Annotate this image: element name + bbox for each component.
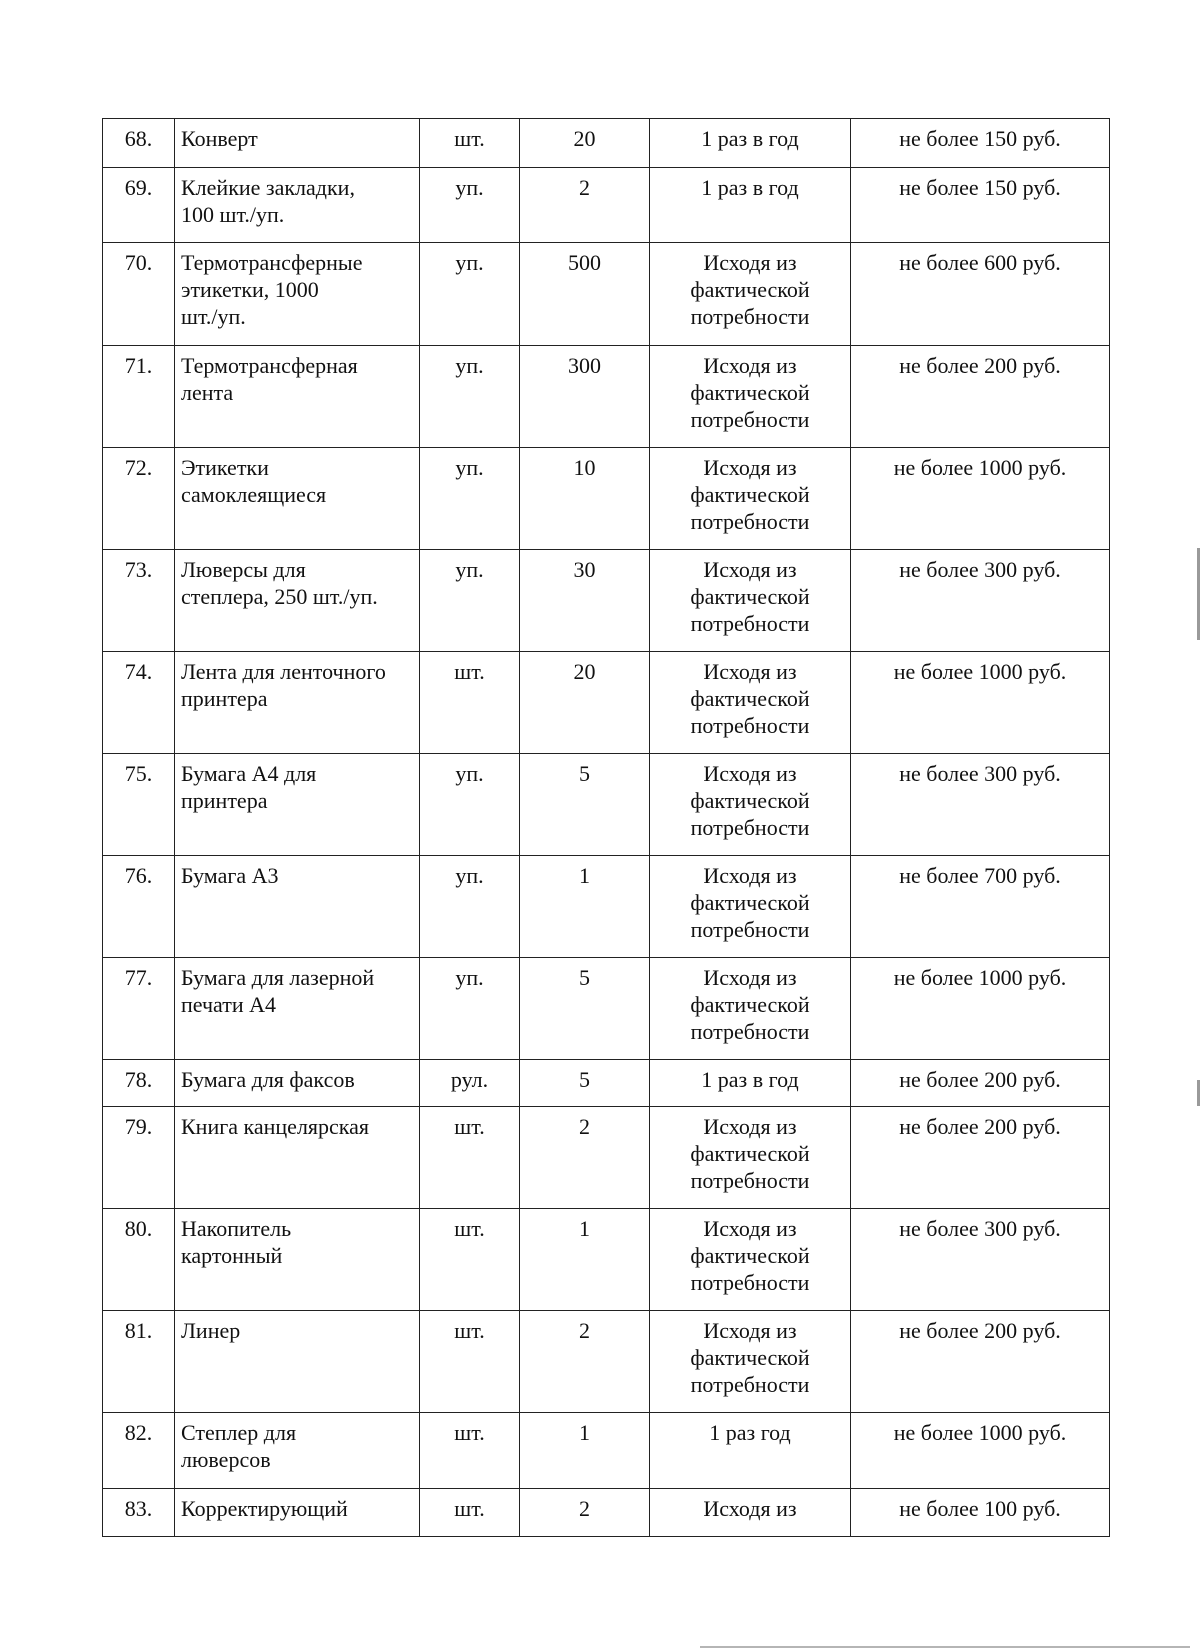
row-number-cell	[103, 754, 175, 856]
unit-text: уп.	[455, 761, 484, 786]
table-row	[103, 1060, 1110, 1107]
unit-text: уп.	[455, 353, 484, 378]
price-limit-cell	[851, 652, 1110, 754]
table-row	[103, 1489, 1110, 1537]
unit-cell	[420, 243, 520, 346]
unit-cell	[420, 856, 520, 958]
unit-cell	[420, 119, 520, 168]
unit-cell	[420, 346, 520, 448]
price-limit-cell	[851, 1107, 1110, 1209]
quantity-text: 2	[579, 1318, 590, 1343]
price-limit-cell	[851, 958, 1110, 1060]
unit-text: шт.	[454, 1318, 485, 1343]
unit-text: шт.	[454, 1216, 485, 1241]
unit-text: уп.	[455, 965, 484, 990]
row-number-text: 77.	[124, 965, 153, 990]
quantity-text: 1	[579, 1216, 590, 1241]
price-limit-text: не более 150 руб.	[899, 175, 1061, 200]
quantity-cell	[520, 652, 650, 754]
quantity-text: 2	[579, 175, 590, 200]
price-limit-text: не более 300 руб.	[899, 557, 1061, 582]
item-name-cell	[175, 550, 420, 652]
frequency-text: Исходя из фактической потребности	[690, 659, 810, 738]
frequency-cell	[650, 550, 851, 652]
quantity-cell	[520, 550, 650, 652]
row-number-cell	[103, 1209, 175, 1311]
frequency-cell	[650, 652, 851, 754]
scan-artifact	[700, 1646, 1190, 1648]
item-name-text: Бумага А3	[181, 863, 279, 888]
price-limit-text: не более 1000 руб.	[893, 1420, 1067, 1445]
row-number-cell	[103, 550, 175, 652]
quantity-cell	[520, 243, 650, 346]
item-name-text: Этикетки самоклеящиеся	[181, 455, 327, 507]
frequency-text: 1 раз в год	[701, 175, 799, 200]
item-name-cell	[175, 754, 420, 856]
price-limit-text: не более 1000 руб.	[893, 455, 1067, 480]
row-number-text: 76.	[124, 863, 153, 888]
unit-cell	[420, 168, 520, 243]
item-name-cell	[175, 168, 420, 243]
table-row	[103, 856, 1110, 958]
item-name-cell	[175, 243, 420, 346]
quantity-cell	[520, 1413, 650, 1489]
row-number-text: 71.	[124, 353, 153, 378]
unit-cell	[420, 1060, 520, 1107]
frequency-cell	[650, 448, 851, 550]
quantity-text: 500	[568, 250, 601, 275]
row-number-cell	[103, 168, 175, 243]
quantity-cell	[520, 119, 650, 168]
price-limit-text: не более 700 руб.	[899, 863, 1061, 888]
frequency-cell	[650, 1107, 851, 1209]
unit-text: уп.	[455, 455, 484, 480]
quantity-text: 20	[573, 659, 596, 684]
unit-cell	[420, 754, 520, 856]
price-limit-text: не более 100 руб.	[899, 1496, 1061, 1521]
table-row	[103, 119, 1110, 168]
frequency-cell	[650, 119, 851, 168]
table-row	[103, 550, 1110, 652]
unit-text: уп.	[455, 175, 484, 200]
frequency-cell	[650, 1413, 851, 1489]
frequency-cell	[650, 346, 851, 448]
quantity-text: 1	[579, 1420, 590, 1445]
row-number-cell	[103, 448, 175, 550]
table-row	[103, 1413, 1110, 1489]
quantity-text: 300	[568, 353, 601, 378]
quantity-text: 30	[573, 557, 596, 582]
frequency-text: Исходя из фактической потребности	[690, 353, 810, 432]
quantity-text: 2	[579, 1114, 590, 1139]
row-number-text: 80.	[124, 1216, 153, 1241]
price-limit-cell	[851, 346, 1110, 448]
table-row	[103, 652, 1110, 754]
item-name-cell	[175, 1107, 420, 1209]
table-row	[103, 958, 1110, 1060]
price-limit-cell	[851, 754, 1110, 856]
item-name-text: Бумага для факсов	[181, 1067, 355, 1092]
row-number-text: 78.	[124, 1067, 153, 1092]
price-limit-cell	[851, 1209, 1110, 1311]
quantity-text: 2	[579, 1496, 590, 1521]
frequency-cell	[650, 168, 851, 243]
unit-text: шт.	[454, 1420, 485, 1445]
table-row	[103, 1311, 1110, 1413]
item-name-text: Книга канцелярская	[181, 1114, 370, 1139]
frequency-text: Исходя из фактической потребности	[690, 761, 810, 840]
quantity-text: 5	[579, 965, 590, 990]
quantity-text: 1	[579, 863, 590, 888]
quantity-text: 5	[579, 761, 590, 786]
frequency-cell	[650, 1311, 851, 1413]
price-limit-cell	[851, 448, 1110, 550]
unit-cell	[420, 1209, 520, 1311]
frequency-cell	[650, 958, 851, 1060]
price-limit-text: не более 1000 руб.	[893, 659, 1067, 684]
quantity-cell	[520, 1209, 650, 1311]
quantity-cell	[520, 346, 650, 448]
unit-cell	[420, 1489, 520, 1537]
row-number-cell	[103, 1311, 175, 1413]
item-name-cell	[175, 119, 420, 168]
row-number-text: 75.	[124, 761, 153, 786]
unit-cell	[420, 958, 520, 1060]
item-name-cell	[175, 856, 420, 958]
frequency-text: Исходя из фактической потребности	[690, 250, 810, 329]
frequency-text: Исходя из фактической потребности	[690, 1318, 810, 1397]
quantity-cell	[520, 1107, 650, 1209]
price-limit-cell	[851, 1060, 1110, 1107]
item-name-text: Клейкие закладки, 100 шт./уп.	[181, 175, 355, 227]
row-number-cell	[103, 243, 175, 346]
item-name-text: Термотрансферная лента	[181, 353, 358, 405]
quantity-text: 10	[573, 455, 596, 480]
supplies-table-body	[103, 119, 1110, 1537]
row-number-cell	[103, 1489, 175, 1537]
row-number-cell	[103, 119, 175, 168]
quantity-cell	[520, 754, 650, 856]
price-limit-text: не более 1000 руб.	[893, 965, 1067, 990]
price-limit-cell	[851, 1489, 1110, 1537]
quantity-cell	[520, 1489, 650, 1537]
row-number-cell	[103, 1413, 175, 1489]
frequency-cell	[650, 1060, 851, 1107]
quantity-cell	[520, 856, 650, 958]
unit-text: уп.	[455, 557, 484, 582]
row-number-text: 81.	[124, 1318, 153, 1343]
item-name-cell	[175, 448, 420, 550]
unit-text: шт.	[454, 1496, 485, 1521]
price-limit-text: не более 300 руб.	[899, 1216, 1061, 1241]
item-name-text: Бумага А4 для принтера	[181, 761, 317, 813]
item-name-text: Лента для ленточного принтера	[181, 659, 386, 711]
item-name-cell	[175, 346, 420, 448]
item-name-cell	[175, 1311, 420, 1413]
item-name-text: Люверсы для степлера, 250 шт./уп.	[181, 557, 378, 609]
item-name-cell	[175, 1060, 420, 1107]
quantity-text: 20	[573, 126, 596, 151]
quantity-cell	[520, 958, 650, 1060]
item-name-text: Линер	[181, 1318, 241, 1343]
frequency-text: Исходя из фактической потребности	[690, 1114, 810, 1193]
row-number-text: 68.	[124, 126, 153, 151]
frequency-text: 1 раз в год	[701, 126, 799, 151]
frequency-text: Исходя из фактической потребности	[690, 1216, 810, 1295]
unit-text: рул.	[450, 1067, 489, 1092]
row-number-text: 72.	[124, 455, 153, 480]
item-name-text: Конверт	[181, 126, 258, 151]
table-row	[103, 754, 1110, 856]
table-row	[103, 1107, 1110, 1209]
table-row	[103, 1209, 1110, 1311]
frequency-text: Исходя из фактической потребности	[690, 965, 810, 1044]
price-limit-text: не более 150 руб.	[899, 126, 1061, 151]
row-number-cell	[103, 856, 175, 958]
unit-cell	[420, 652, 520, 754]
quantity-text: 5	[579, 1067, 590, 1092]
table-row	[103, 346, 1110, 448]
frequency-cell	[650, 754, 851, 856]
price-limit-cell	[851, 1413, 1110, 1489]
unit-cell	[420, 1311, 520, 1413]
frequency-text: 1 раз год	[709, 1420, 791, 1445]
unit-cell	[420, 1413, 520, 1489]
item-name-text: Накопитель картонный	[181, 1216, 292, 1268]
row-number-text: 70.	[124, 250, 153, 275]
frequency-text: Исходя из фактической потребности	[690, 455, 810, 534]
unit-cell	[420, 448, 520, 550]
item-name-text: Степлер для люверсов	[181, 1420, 297, 1472]
price-limit-cell	[851, 1311, 1110, 1413]
item-name-cell	[175, 1413, 420, 1489]
price-limit-cell	[851, 168, 1110, 243]
quantity-cell	[520, 1311, 650, 1413]
price-limit-cell	[851, 550, 1110, 652]
item-name-text: Термотрансферные этикетки, 1000 шт./уп.	[181, 250, 363, 329]
supplies-table	[102, 118, 1110, 1537]
row-number-text: 73.	[124, 557, 153, 582]
price-limit-cell	[851, 119, 1110, 168]
price-limit-text: не более 600 руб.	[899, 250, 1061, 275]
unit-cell	[420, 550, 520, 652]
row-number-cell	[103, 958, 175, 1060]
frequency-cell	[650, 1209, 851, 1311]
price-limit-text: не более 300 руб.	[899, 761, 1061, 786]
price-limit-text: не более 200 руб.	[899, 1114, 1061, 1139]
price-limit-cell	[851, 243, 1110, 346]
frequency-cell	[650, 1489, 851, 1537]
row-number-text: 69.	[124, 175, 153, 200]
item-name-cell	[175, 1209, 420, 1311]
item-name-cell	[175, 652, 420, 754]
frequency-cell	[650, 243, 851, 346]
table-row	[103, 243, 1110, 346]
unit-text: уп.	[455, 863, 484, 888]
unit-cell	[420, 1107, 520, 1209]
item-name-cell	[175, 1489, 420, 1537]
row-number-text: 82.	[124, 1420, 153, 1445]
item-name-cell	[175, 958, 420, 1060]
frequency-cell	[650, 856, 851, 958]
table-row	[103, 168, 1110, 243]
price-limit-cell	[851, 856, 1110, 958]
row-number-text: 74.	[124, 659, 153, 684]
price-limit-text: не более 200 руб.	[899, 1318, 1061, 1343]
row-number-cell	[103, 346, 175, 448]
unit-text: шт.	[454, 1114, 485, 1139]
frequency-text: Исходя из фактической потребности	[690, 557, 810, 636]
unit-text: уп.	[455, 250, 484, 275]
unit-text: шт.	[454, 659, 485, 684]
row-number-cell	[103, 1107, 175, 1209]
frequency-text: Исходя из	[703, 1496, 797, 1521]
table-row	[103, 448, 1110, 550]
frequency-text: Исходя из фактической потребности	[690, 863, 810, 942]
quantity-cell	[520, 448, 650, 550]
price-limit-text: не более 200 руб.	[899, 1067, 1061, 1092]
item-name-text: Корректирующий	[181, 1496, 348, 1521]
quantity-cell	[520, 1060, 650, 1107]
item-name-text: Бумага для лазерной печати А4	[181, 965, 375, 1017]
row-number-cell	[103, 652, 175, 754]
quantity-cell	[520, 168, 650, 243]
price-limit-text: не более 200 руб.	[899, 353, 1061, 378]
unit-text: шт.	[454, 126, 485, 151]
row-number-text: 83.	[124, 1496, 153, 1521]
row-number-text: 79.	[124, 1114, 153, 1139]
frequency-text: 1 раз в год	[701, 1067, 799, 1092]
row-number-cell	[103, 1060, 175, 1107]
